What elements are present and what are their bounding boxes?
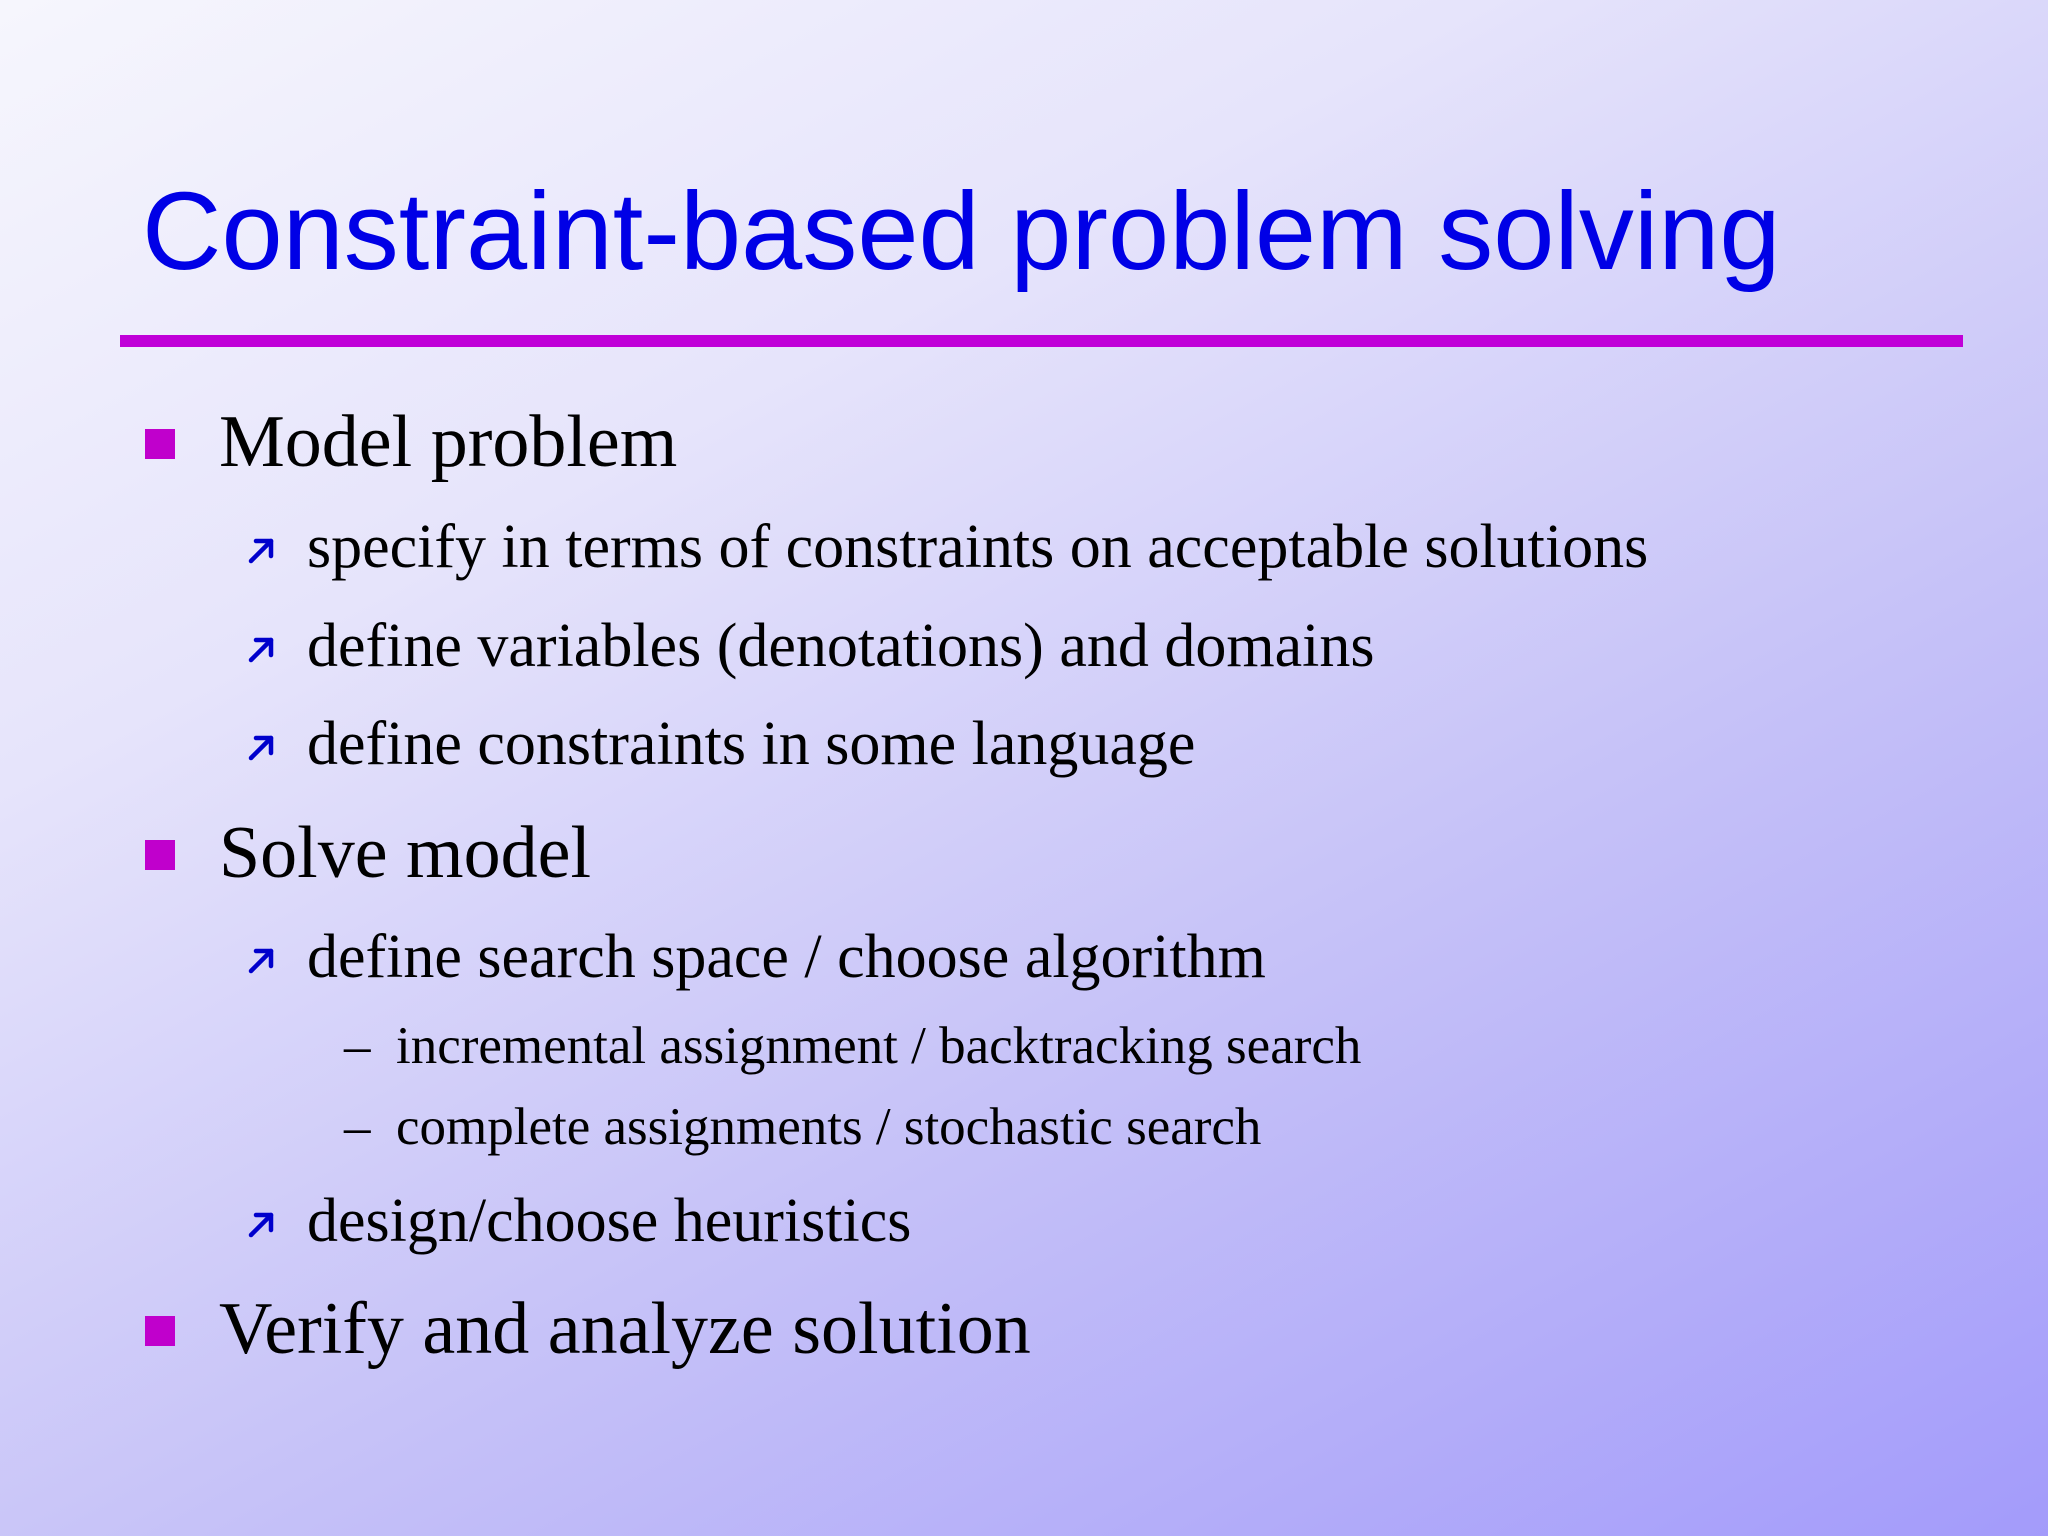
dash-marker: – <box>344 1017 371 1075</box>
title-underline <box>120 335 1963 347</box>
bullet-label: Verify and analyze solution <box>219 1288 1031 1370</box>
arrow-up-right-icon <box>245 1207 279 1241</box>
arrow-up-right-icon <box>245 943 279 977</box>
square-bullet-icon <box>145 840 175 870</box>
dash-marker: – <box>344 1098 371 1156</box>
square-bullet-icon <box>145 1316 175 1346</box>
bullet-label: Solve model <box>219 812 592 894</box>
slide-title: Constraint-based problem solving <box>142 170 1781 293</box>
arrow-up-right-icon <box>245 730 279 764</box>
subbullet-label: define constraints in some language <box>307 710 1196 778</box>
subbullet-label: design/choose heuristics <box>307 1187 912 1255</box>
subbullet-label: define search space / choose algorithm <box>307 923 1266 991</box>
subsubbullet-label: incremental assignment / backtracking search <box>396 1017 1362 1075</box>
subsubbullet-label: complete assignments / stochastic search <box>396 1098 1262 1156</box>
subbullet-label: specify in terms of constraints on acceptable solutions <box>307 513 1649 581</box>
arrow-up-right-icon <box>245 632 279 666</box>
square-bullet-icon <box>145 429 175 459</box>
bullet-label: Model problem <box>219 401 678 483</box>
arrow-up-right-icon <box>245 533 279 567</box>
subbullet-label: define variables (denotations) and domains <box>307 612 1375 680</box>
